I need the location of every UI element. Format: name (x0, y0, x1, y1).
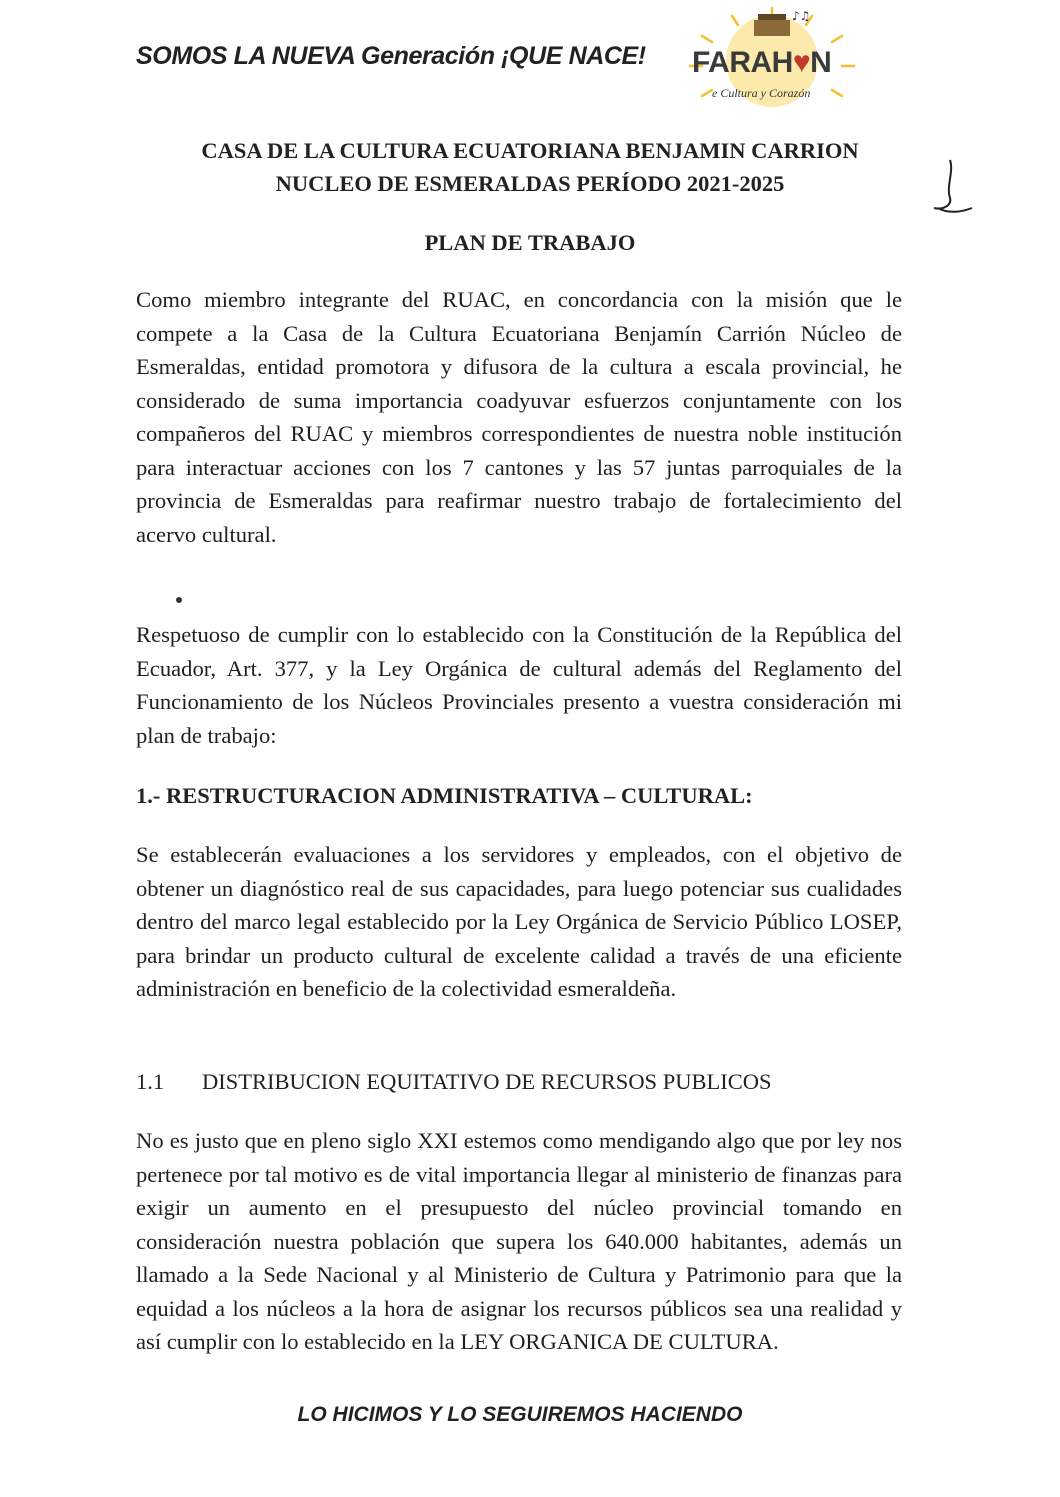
stray-dot-mark (176, 597, 182, 603)
section1-1-body: No es justo que en pleno siglo XXI estemos como mendigando algo que por ley nos pertenece por tal motivo es de vital importancia llegar al ministerio de finanzas para exigir un aumento en el presupuesto del núcleo provincial tomando en consideración nuestra población que supera los 640.000 habitantes, además un llamado a la Sede Nacional y al Ministerio de Cultura y Patrimonio para que la equidad a los núcleos a la hora de asignar los recursos públicos sea una realidad y así cumplir con lo establecido en la LEY ORGANICA DE CULTURA. (136, 1128, 902, 1354)
second-paragraph: Respetuoso de cumplir con lo establecido con la Constitución de la República del Ecuador, Art. 377, y la Ley Orgánica de cultural además del Reglamento del Funcionamiento de los Núcleos Provinciales presento a vuestra consideración mi plan de trabajo: (136, 622, 902, 748)
logo-name-part1: FARAH (692, 46, 793, 79)
document-title-plan: PLAN DE TRABAJO (424, 230, 636, 255)
section1-body: Se establecerán evaluaciones a los servidores y empleados, con el objetivo de obtener un diagnóstico real de sus capacidades, para luego potenciar sus cualidades dentro del marco legal establecido por la Ley Orgánica de Servicio Público LOSEP, para brindar un producto cultural de excelente calidad a través de una eficiente administración en beneficio de la colectividad esmeraldeña. (136, 842, 902, 1001)
document-title-line1: CASA DE LA CULTURA ECUATORIANA BENJAMIN CARRION (201, 138, 859, 163)
intro-paragraph: Como miembro integrante del RUAC, en concordancia con la misión que le compete a la Casa de la Cultura Ecuatoriana Benjamín Carrión Núcleo de Esmeraldas, entidad promotora y difusora de la cultura a escala provincial, he considerado de suma importancia coadyuvar esfuerzos conjuntamente con los compañeros del RUAC y miembros correspondientes de nuestra noble institución para interactuar acciones con los 7 cantones y las 57 juntas parroquiales de la provincia de Esmeraldas para reafirmar nuestro trabajo de fortalecimiento del acervo cultural. (136, 287, 902, 547)
heart-icon: ♥ (792, 46, 811, 79)
svg-text:♪♫: ♪♫ (792, 9, 811, 23)
section1-1-title: DISTRIBUCION EQUITATIVO DE RECURSOS PUBLICOS (202, 1069, 772, 1094)
logo-name-part2: N (810, 46, 832, 79)
logo-tagline: e Cultura y Corazón (712, 86, 811, 100)
section1-heading: 1.- RESTRUCTURACION ADMINISTRATIVA – CULTURAL: (136, 783, 753, 808)
section1-1-heading (136, 1069, 771, 1095)
header-slogan: SOMOS LA NUEVA Generación ¡QUE NACE! (136, 42, 646, 70)
document-title-line2: NUCLEO DE ESMERALDAS PERÍODO 2021-2025 (275, 171, 785, 196)
logo-wordmark (692, 46, 831, 80)
section1-1-number: 1.1 (136, 1069, 165, 1094)
farahon-logo (672, 6, 882, 110)
handwritten-initial-icon (928, 158, 976, 220)
footer-slogan: LO HICIMOS Y LO SEGUIREMOS HACIENDO (297, 1403, 743, 1426)
